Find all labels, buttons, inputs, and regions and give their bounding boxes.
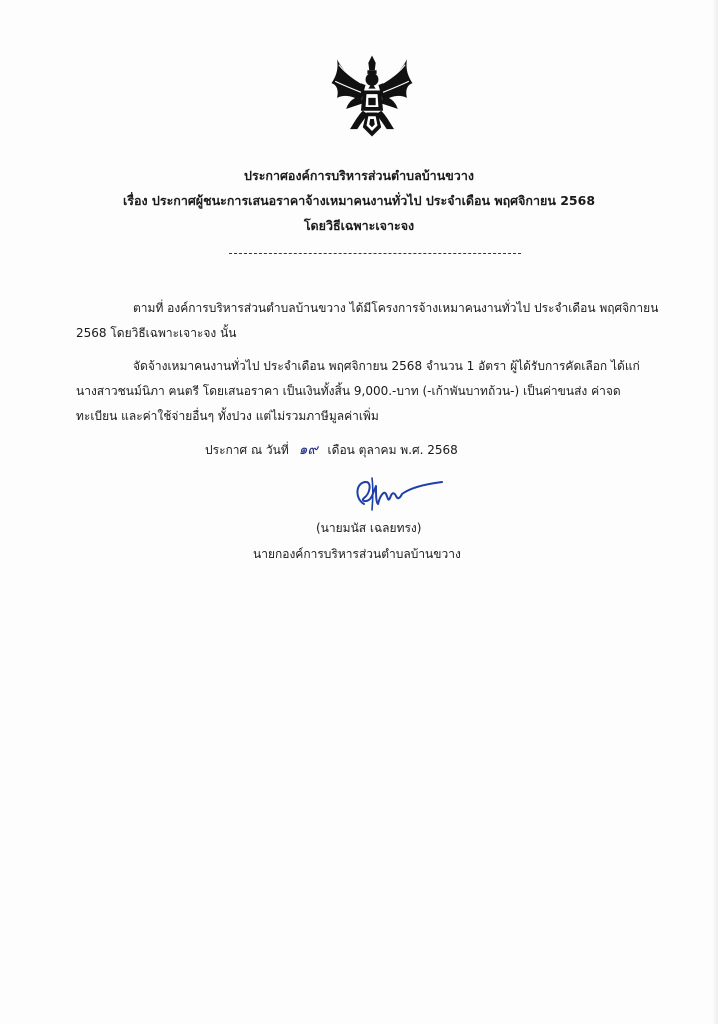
date-day-handwritten: ๑๙ xyxy=(298,442,318,458)
signer-title: นายกองค์การบริหารส่วนตำบลบ้านขวาง xyxy=(253,547,461,561)
garuda-emblem-icon xyxy=(326,50,418,142)
page-edge-shadow xyxy=(712,0,718,1024)
paragraph-1-line-2: 2568 โดยวิธีเฉพาะเจาะจง นั้น xyxy=(76,326,237,340)
paragraph-2-line-1: จัดจ้างเหมาคนงานทั่วไป ประจำเดือน พฤศจิกายน 2568 จำนวน 1 อัตรา ผู้ได้รับการคัดเลือก ได้แก่ xyxy=(133,359,640,373)
announcement-subject: เรื่อง ประกาศผู้ชนะการเสนอราคาจ้างเหมาคนงานทั่วไป ประจำเดือน พฤศจิกายน 2568 xyxy=(122,193,596,208)
announcement-title: ประกาศองค์การบริหารส่วนตำบลบ้านขวาง xyxy=(244,168,474,183)
paragraph-1-line-1: ตามที่ องค์การบริหารส่วนตำบลบ้านขวาง ได้มีโครงการจ้างเหมาคนงานทั่วไป ประจำเดือน พฤศจิกายน xyxy=(133,301,659,315)
date-suffix: เดือน ตุลาคม พ.ศ. 2568 xyxy=(327,443,458,457)
paragraph-2-line-3: ทะเบียน และค่าใช้จ่ายอื่นๆ ทั้งปวง แต่ไม่รวมภาษีมูลค่าเพิ่ม xyxy=(76,409,379,423)
announcement-date xyxy=(205,442,458,458)
date-prefix: ประกาศ ณ วันที่ xyxy=(205,443,289,457)
signer-name: (นายมนัส เฉลยทรง) xyxy=(316,521,422,535)
handwritten-signature-icon xyxy=(346,474,446,514)
header-divider xyxy=(229,253,521,254)
announcement-method: โดยวิธีเฉพาะเจาะจง xyxy=(303,218,415,233)
paragraph-2-line-2: นางสาวชนม์นิภา ฅนตรี โดยเสนอราคา เป็นเงินทั้งสิ้น 9,000.-บาท (-เก้าพันบาทถ้วน-) เป็นค่าขนส่ง ค่าจด xyxy=(76,384,621,398)
